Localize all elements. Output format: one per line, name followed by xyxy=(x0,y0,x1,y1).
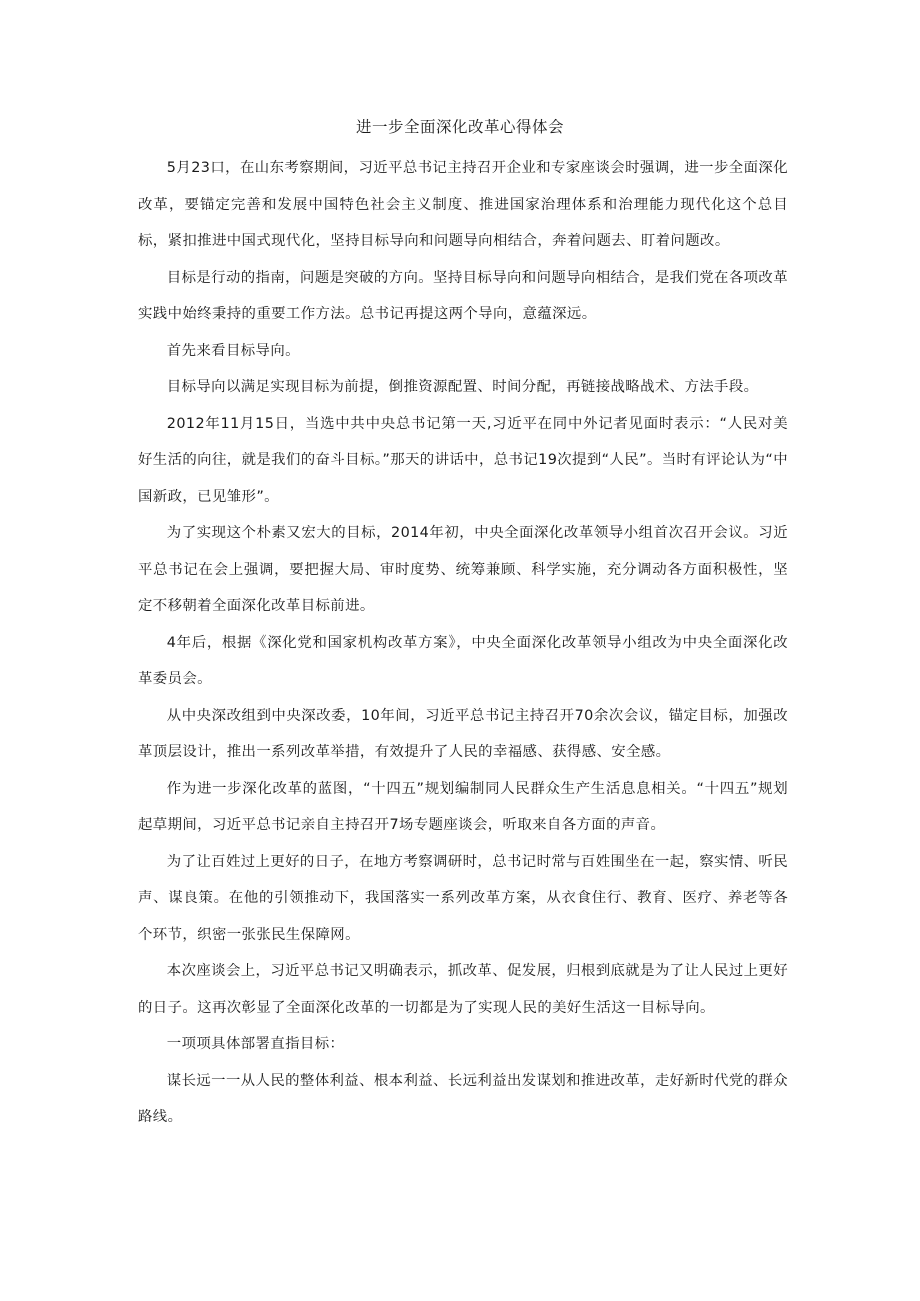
document-title: 进一步全面深化改革心得体会 xyxy=(355,118,564,136)
paragraph: 目标是行动的指南，问题是突破的方向。坚持目标导向和问题导向相结合，是我们党在各项改革实践中始终秉持的重要工作方法。总书记再提这两个导向，意蕴深远。 xyxy=(138,269,789,322)
paragraph: 目标导向以满足实现目标为前提，倒推资源配置、时间分配，再链接战略战术、方法手段。 xyxy=(166,379,759,395)
paragraph: 5月23口，在山东考察期间，习近平总书记主持召开企业和专家座谈会时强调，进一步全面深化改革，要锚定完善和发展中国特色社会主义制度、推进国家治理体系和治理能力现代化这个总目标，紧扣推进中国式现代化，坚持目标导向和问题导向相结合，奔着问题去、盯着问题改。 xyxy=(138,160,788,249)
paragraph: 4年后，根据《深化党和国家机构改革方案》，中央全面深化改革领导小组改为中央全面深化改革委员会。 xyxy=(138,634,788,687)
paragraph: 谋长远一一从人民的整体利益、根本利益、长远利益出发谋划和推进改革，走好新时代党的群众路线。 xyxy=(138,1072,789,1125)
document-body xyxy=(138,150,788,1136)
paragraph: 为了让百姓过上更好的日子，在地方考察调研时，总书记时常与百姓围坐在一起，察实情、听民声、谋良策。在他的引领推动下，我国落实一系列改革方案，从衣食住行、教育、医疗、养老等各个环节，织密一张张民生保障网。 xyxy=(138,853,789,943)
paragraph: 一项项具体部署直指目标： xyxy=(166,1036,345,1052)
paragraph: 从中央深改组到中央深改委，10年间，习近平总书记主持召开70余次会议，锚定目标，加强改革顶层设计，推出一系列改革举措，有效提升了人民的幸福感、获得感、安全感。 xyxy=(138,707,788,760)
paragraph: 2012年11月15日，当选中共中央总书记第一天,习近平在同中外记者见面时表示：“人民对美好生活的向往，就是我们的奋斗目标。”那天的讲话中，总书记19次提到“人民”。当时有评论认为“中国新政，已见雏形”。 xyxy=(138,415,788,505)
paragraph: 本次座谈会上，习近平总书记又明确表示，抓改革、促发展，归根到底就是为了让人民过上更好的日子。这再次彰显了全面深化改革的一切都是为了实现人民的美好生活这一目标导向。 xyxy=(138,963,789,1016)
paragraph: 作为进一步深化改革的蓝图，“十四五”规划编制同人民群众生产生活息息相关。“十四五”规划起草期间，习近平总书记亲自主持召开7场专题座谈会，听取来自各方面的声音。 xyxy=(138,780,788,833)
paragraph: 首先来看目标导向。 xyxy=(166,342,300,359)
paragraph: 为了实现这个朴素又宏大的目标，2014年初，中央全面深化改革领导小组首次召开会议。习近平总书记在会上强调，要把握大局、审时度势、统筹兼顾、科学实施，充分调动各方面积极性，坚定不移朝着全面深化改革目标前进。 xyxy=(138,525,788,614)
